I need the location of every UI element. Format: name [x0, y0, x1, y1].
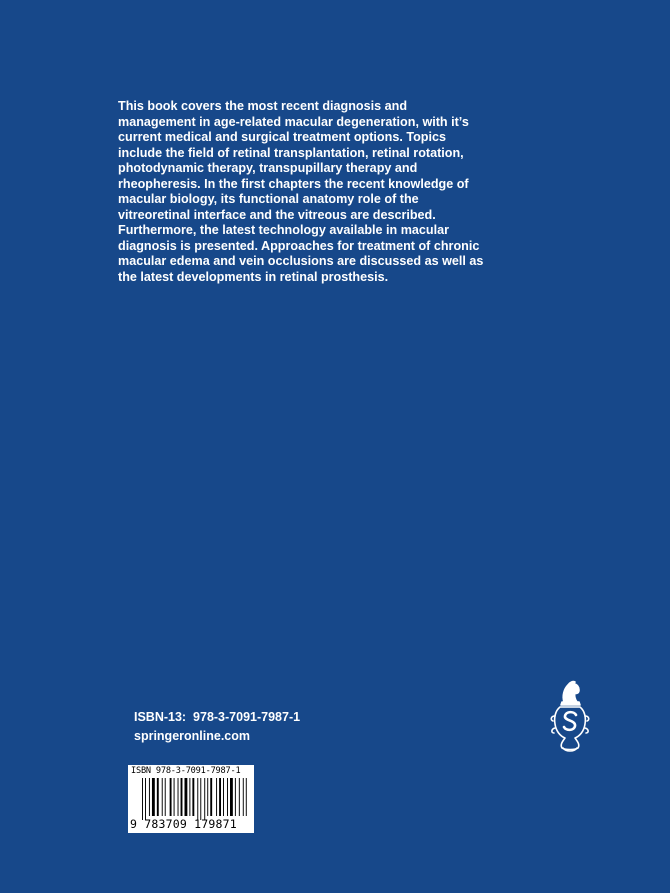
barcode-bar — [200, 778, 201, 820]
barcode-bar — [204, 778, 205, 820]
barcode-bar — [239, 778, 240, 816]
barcode-bar — [207, 778, 208, 816]
barcode-bar — [246, 778, 247, 816]
barcode-bar — [157, 778, 159, 816]
barcode-bar — [185, 778, 188, 816]
barcode-bar — [174, 778, 175, 816]
barcode-bar — [170, 778, 172, 816]
barcode-bar — [165, 778, 166, 816]
barcode-bar — [227, 778, 228, 816]
barcode-bar — [189, 778, 190, 816]
publisher-website: springeronline.com — [134, 729, 250, 743]
barcode-bar — [216, 778, 217, 816]
barcode-isbn-text: ISBN 978-3-7091-7987-1 — [131, 766, 241, 776]
barcode — [128, 765, 254, 833]
barcode-bar — [152, 778, 155, 816]
barcode-digits: 9 783709 179871 — [130, 817, 237, 831]
barcode-bar — [230, 778, 233, 816]
barcode-bar — [142, 778, 143, 820]
barcode-bar — [192, 778, 194, 816]
barcode-bar — [181, 778, 183, 816]
barcode-bar — [210, 778, 212, 816]
barcode-bar — [219, 778, 221, 816]
barcode-bar — [223, 778, 224, 816]
barcode-bar — [149, 778, 150, 816]
barcode-bar — [243, 778, 244, 816]
barcode-bar — [197, 778, 198, 820]
barcode-bar — [178, 778, 179, 816]
isbn-text: ISBN-13: 978-3-7091-7987-1 — [134, 710, 301, 724]
barcode-bar — [162, 778, 163, 816]
springer-knight-logo-icon — [548, 676, 592, 754]
book-description: This book covers the most recent diagnosis and management in age-related macular degeneration, with it’s current medical and surgical treatment options. Topics include the field of retinal transplantation, retinal rotation, photodynamic therapy, transpupillary therapy and rheopheresis. In the first chapters the recent knowledge of macular biology, its functional anatomy role of the vitreoretinal interface and the vitreous are described. Furthermore, the latest technology available in macular diagnosis is presented. Approaches for treatment of chronic macular edema and vein occlusions are discussed as well as the latest developments in retinal prosthesis. — [118, 99, 484, 284]
barcode-bar — [145, 778, 146, 820]
barcode-bar — [235, 778, 236, 816]
